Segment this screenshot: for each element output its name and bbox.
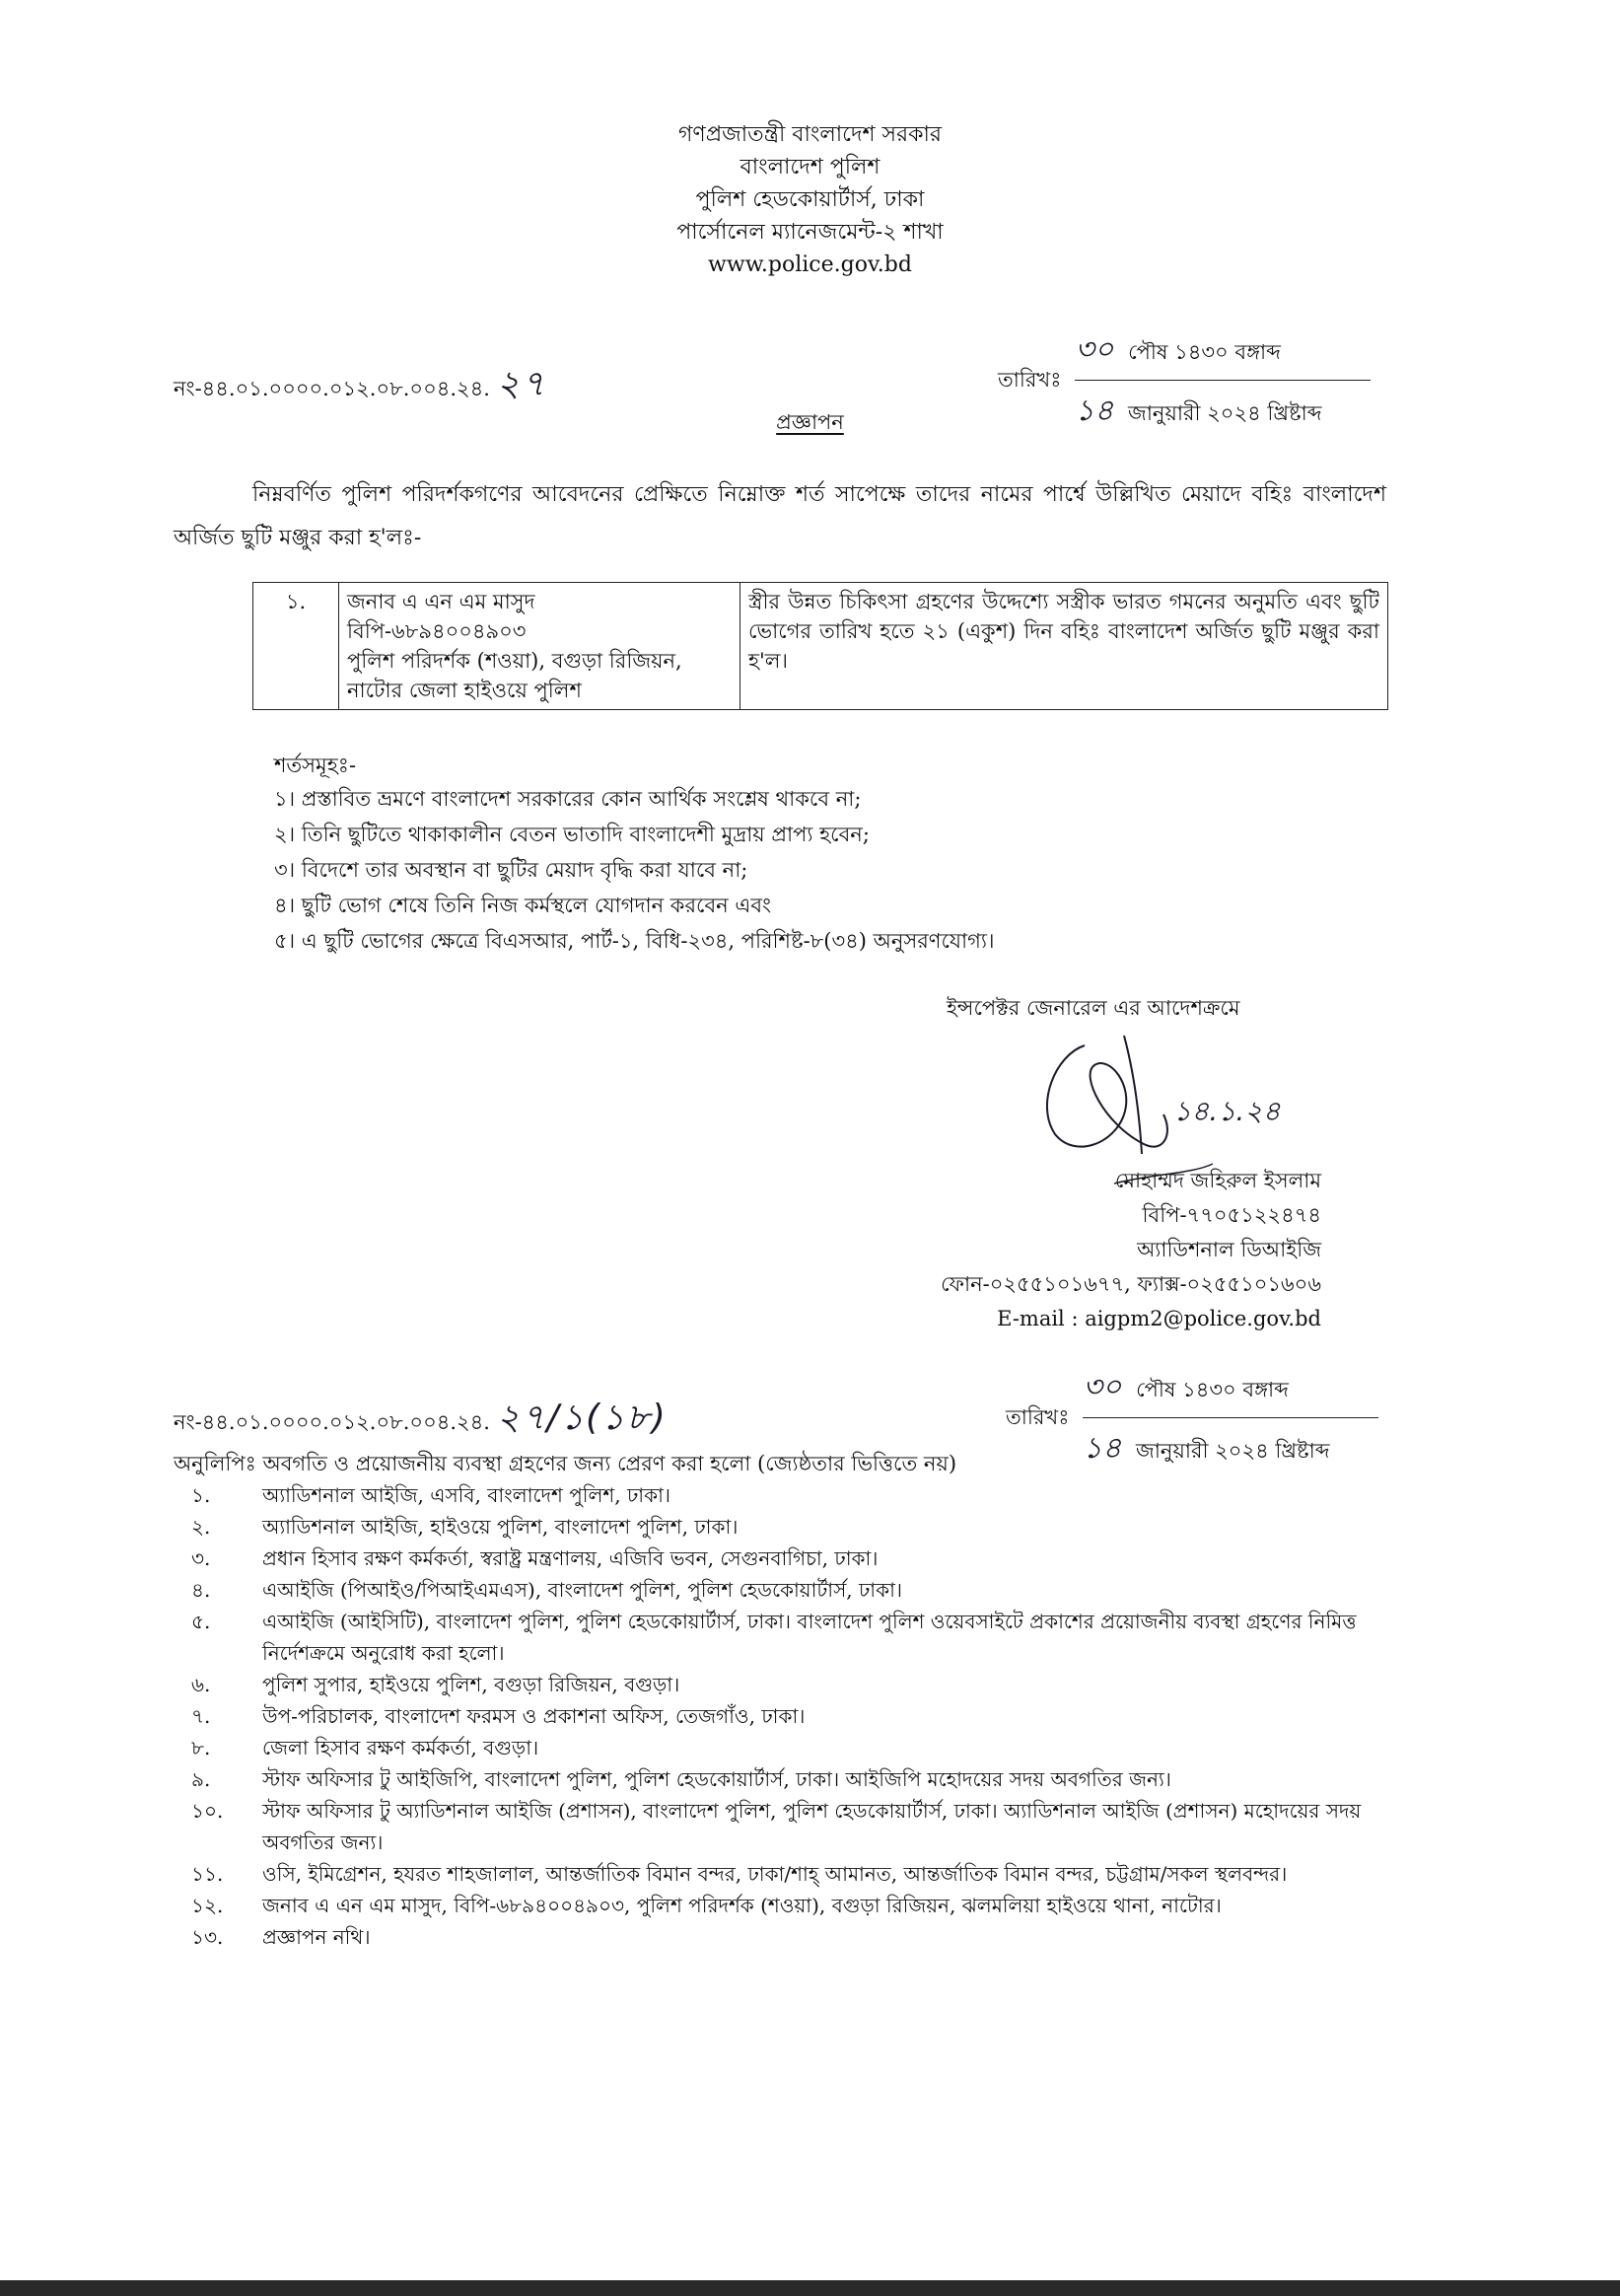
leave-table	[252, 582, 1388, 710]
memo-number: নং-৪৪.০১.০০০০.০১২.০৮.০০৪.২৪.	[174, 377, 490, 400]
officer-unit: নাটোর জেলা হাইওয়ে পুলিশ	[347, 679, 582, 702]
table-serial: ১.	[253, 583, 339, 710]
list-item: ৩। বিদেশে তার অবস্থান বা ছুটির মেয়াদ বৃদ্ধি করা যাবে না;	[274, 858, 748, 882]
table-row	[253, 583, 1388, 710]
list-item-number: ৬.	[191, 1673, 211, 1696]
officer-bp: বিপি-৬৮৯৪০০৪৯০৩	[347, 619, 527, 643]
memo-handwritten-number: ২৭	[496, 364, 547, 404]
list-item	[174, 1479, 1396, 1511]
copy-title: অনুলিপিঃ অবগতি ও প্রয়োজনীয় ব্যবস্থা গ্রহণের জন্য প্রেরণ করা হলো (জ্যেষ্ঠতার ভিত্তিতে নয়)	[174, 1452, 957, 1475]
list-item: ৫। এ ছুটি ভোগের ক্ষেত্রে বিএসআর, পার্ট-১, বিধি-২৩৪, পরিশিষ্ট-৮(৩৪) অনুসরণযোগ্য।	[274, 929, 995, 953]
copy-memo-handwritten-number: ২৭/১(১৮)	[496, 1398, 668, 1438]
table-details: স্ত্রীর উন্নত চিকিৎসা গ্রহণের উদ্দেশ্যে সস্ত্রীক ভারত গমনের অনুমতি এবং ছুটি ভোগের তারিখ হতে ২১ (একুশ) দিন বহিঃ বাংলাদেশ অর্জিত ছুটি মঞ্জুর করা হ'ল।	[740, 583, 1388, 710]
list-item	[174, 1511, 1396, 1543]
list-item-text: জনাব এ এন এম মাসুদ, বিপি-৬৮৯৪০০৪৯০৩, পুলিশ পরিদর্শক (শওয়া), বগুড়া রিজিয়ন, ঝলমলিয়া হাইওয়ে থানা, নাটোর।	[262, 1894, 1222, 1917]
list-item-number: ৩.	[191, 1546, 211, 1570]
scan-edge	[0, 2280, 1620, 2296]
document-title: প্রজ্ঞাপন	[776, 410, 844, 434]
list-item-text: অ্যাডিশনাল আইজি, এসবি, বাংলাদেশ পুলিশ, ঢাকা।	[262, 1483, 671, 1507]
signatory-name: মোহাম্মদ জহিরুল ইসলাম	[1114, 1169, 1321, 1192]
list-item-number: ১০.	[191, 1799, 224, 1823]
list-item	[174, 1574, 1396, 1606]
english-date-text: জানুয়ারী ২০২৪ খ্রিষ্টাব্দ	[1128, 401, 1322, 425]
list-item	[174, 1543, 1396, 1574]
copy-bangla-date-text: পৌষ ১৪৩০ বঙ্গাব্দ	[1136, 1378, 1289, 1401]
list-item-number: ৯.	[191, 1767, 211, 1791]
signatory-designation: অ্যাডিশনাল ডিআইজি	[1137, 1238, 1321, 1261]
conditions-list	[274, 781, 994, 959]
bangla-date-day: ৩০	[1075, 332, 1114, 367]
english-date-day: ১৪	[1075, 394, 1114, 428]
header-branch: পার্সোনেল ম্যানেজমেন্ট-২ শাখা	[676, 220, 944, 245]
copy-list	[174, 1479, 1396, 1953]
list-item: ১। প্রস্তাবিত ভ্রমণে বাংলাদেশ সরকারের কোন আর্থিক সংশ্লেষ থাকবে না;	[274, 787, 862, 811]
list-item-number: ১.	[191, 1483, 211, 1507]
list-item-number: ৭.	[191, 1704, 211, 1728]
copy-memo-date-block	[1006, 1363, 1378, 1474]
list-item-number: ১২.	[191, 1894, 224, 1917]
list-item	[174, 1732, 1396, 1763]
list-item-number: ২.	[191, 1515, 211, 1539]
list-item	[174, 1858, 1396, 1890]
intro-paragraph: নিম্নবর্ণিত পুলিশ পরিদর্শকগণের আবেদনের প্রেক্ষিতে নিম্নোক্ত শর্ত সাপেক্ষে তাদের নামের পার্শ্বে উল্লিখিত মেয়াদে বহিঃ বাংলাদেশ অর্জিত ছুটি মঞ্জুর করা হ'লঃ-	[174, 482, 1386, 550]
copy-memo-number: নং-৪৪.০১.০০০০.০১২.০৮.০০৪.২৪.	[174, 1410, 490, 1434]
list-item-text: ওসি, ইমিগ্রেশন, হযরত শাহজালাল, আন্তর্জাতিক বিমান বন্দর, ঢাকা/শাহ্ আমানত, আন্তর্জাতিক বিমান বন্দর, চট্টগ্রাম/সকল স্থলবন্দর।	[262, 1862, 1288, 1886]
date-label: তারিখঃ	[998, 368, 1062, 392]
officer-name: জনাব এ এন এম মাসুদ	[347, 590, 535, 613]
copy-date-label: তারিখঃ	[1006, 1405, 1070, 1429]
header-office: পুলিশ হেডকোয়ার্টার্স, ঢাকা	[695, 187, 925, 212]
header-government: গণপ্রজাতন্ত্রী বাংলাদেশ সরকার	[677, 122, 943, 147]
table-officer-cell	[339, 583, 740, 710]
copy-english-date-day: ১৪	[1083, 1431, 1122, 1466]
list-item: ২। তিনি ছুটিতে থাকাকালীন বেতন ভাতাদি বাংলাদেশী মুদ্রায় প্রাপ্য হবেন;	[274, 823, 870, 846]
date-divider	[1075, 380, 1371, 381]
copy-english-date-text: জানুয়ারী ২০২৪ খ্রিষ্টাব্দ	[1136, 1439, 1330, 1463]
list-item	[174, 1921, 1396, 1953]
signatory-email: E-mail : aigpm2@police.gov.bd	[997, 1307, 1321, 1330]
signatory-phone: ফোন-০২৫৫১০১৬৭৭, ফ্যাক্স-০২৫৫১০১৬০৬	[941, 1272, 1321, 1296]
signature-date: ১৪.১.২৪	[1173, 1095, 1281, 1127]
list-item-text: পুলিশ সুপার, হাইওয়ে পুলিশ, বগুড়া রিজিয়ন, বগুড়া।	[262, 1673, 680, 1696]
list-item-text: এআইজি (পিআইও/পিআইএমএস), বাংলাদেশ পুলিশ, পুলিশ হেডকোয়ার্টার্স, ঢাকা।	[262, 1578, 903, 1602]
list-item	[174, 1890, 1396, 1921]
list-item-text: প্রজ্ঞাপন নথি।	[262, 1925, 371, 1949]
bangla-date-text: পৌষ ১৪৩০ বঙ্গাব্দ	[1128, 340, 1281, 364]
list-item-text: উপ-পরিচালক, বাংলাদেশ ফরমস ও প্রকাশনা অফিস, তেজগাঁও, ঢাকা।	[262, 1704, 806, 1728]
list-item	[174, 1763, 1396, 1795]
copy-bangla-date-day: ৩০	[1083, 1370, 1122, 1404]
list-item	[174, 1669, 1396, 1700]
list-item-text: প্রধান হিসাব রক্ষণ কর্মকর্তা, স্বরাষ্ট্র মন্ত্রণালয়, এজিবি ভবন, সেগুনবাগিচা, ঢাকা।	[262, 1546, 879, 1570]
list-item-text: এআইজি (আইসিটি), বাংলাদেশ পুলিশ, পুলিশ হেডকোয়ার্টার্স, ঢাকা। বাংলাদেশ পুলিশ ওয়েবসাইটে প্রকাশের প্রয়োজনীয় ব্যবস্থা গ্রহণের নিমিত্ত নির্দেশক্রমে অনুরোধ করা হলো।	[262, 1610, 1357, 1665]
list-item-text: অ্যাডিশনাল আইজি, হাইওয়ে পুলিশ, বাংলাদেশ পুলিশ, ঢাকা।	[262, 1515, 739, 1539]
officer-designation: পুলিশ পরিদর্শক (শওয়া), বগুড়া রিজিয়ন,	[347, 649, 682, 673]
copy-date-divider	[1083, 1417, 1378, 1418]
copy-memo-number-row	[174, 1391, 668, 1450]
header-website: www.police.gov.bd	[708, 252, 912, 277]
list-item-number: ১১.	[191, 1862, 224, 1886]
list-item-number: ৫.	[191, 1610, 211, 1633]
list-item-text: স্টাফ অফিসার টু অ্যাডিশনাল আইজি (প্রশাসন), বাংলাদেশ পুলিশ, পুলিশ হেডকোয়ার্টার্স, ঢাকা। অ্যাডিশনাল আইজি (প্রশাসন) মহোদয়ের সদয় অবগতির জন্য।	[262, 1799, 1362, 1854]
header-organization: বাংলাদেশ পুলিশ	[740, 155, 880, 179]
signature-block	[907, 1164, 1321, 1336]
list-item	[174, 1700, 1396, 1732]
signatory-bp: বিপি-৭৭০৫১২২৪৭৪	[1142, 1203, 1321, 1227]
list-item-number: ৪.	[191, 1578, 211, 1602]
order-by-line: ইন্সপেক্টর জেনারেল এর আদেশক্রমে	[947, 996, 1240, 1020]
list-item	[174, 1795, 1396, 1858]
letterhead	[0, 118, 1620, 281]
conditions-heading: শর্তসমূহঃ-	[274, 753, 357, 777]
list-item: ৪। ছুটি ভোগ শেষে তিনি নিজ কর্মস্থলে যোগদান করবেন এবং	[274, 894, 772, 917]
list-item-number: ৮.	[191, 1736, 211, 1759]
list-item-text: স্টাফ অফিসার টু আইজিপি, বাংলাদেশ পুলিশ, পুলিশ হেডকোয়ার্টার্স, ঢাকা। আইজিপি মহোদয়ের সদয় অবগতির জন্য।	[262, 1767, 1171, 1791]
list-item-number: ১৩.	[191, 1925, 224, 1949]
list-item-text: জেলা হিসাব রক্ষণ কর্মকর্তা, বগুড়া।	[262, 1736, 539, 1759]
list-item	[174, 1606, 1396, 1669]
